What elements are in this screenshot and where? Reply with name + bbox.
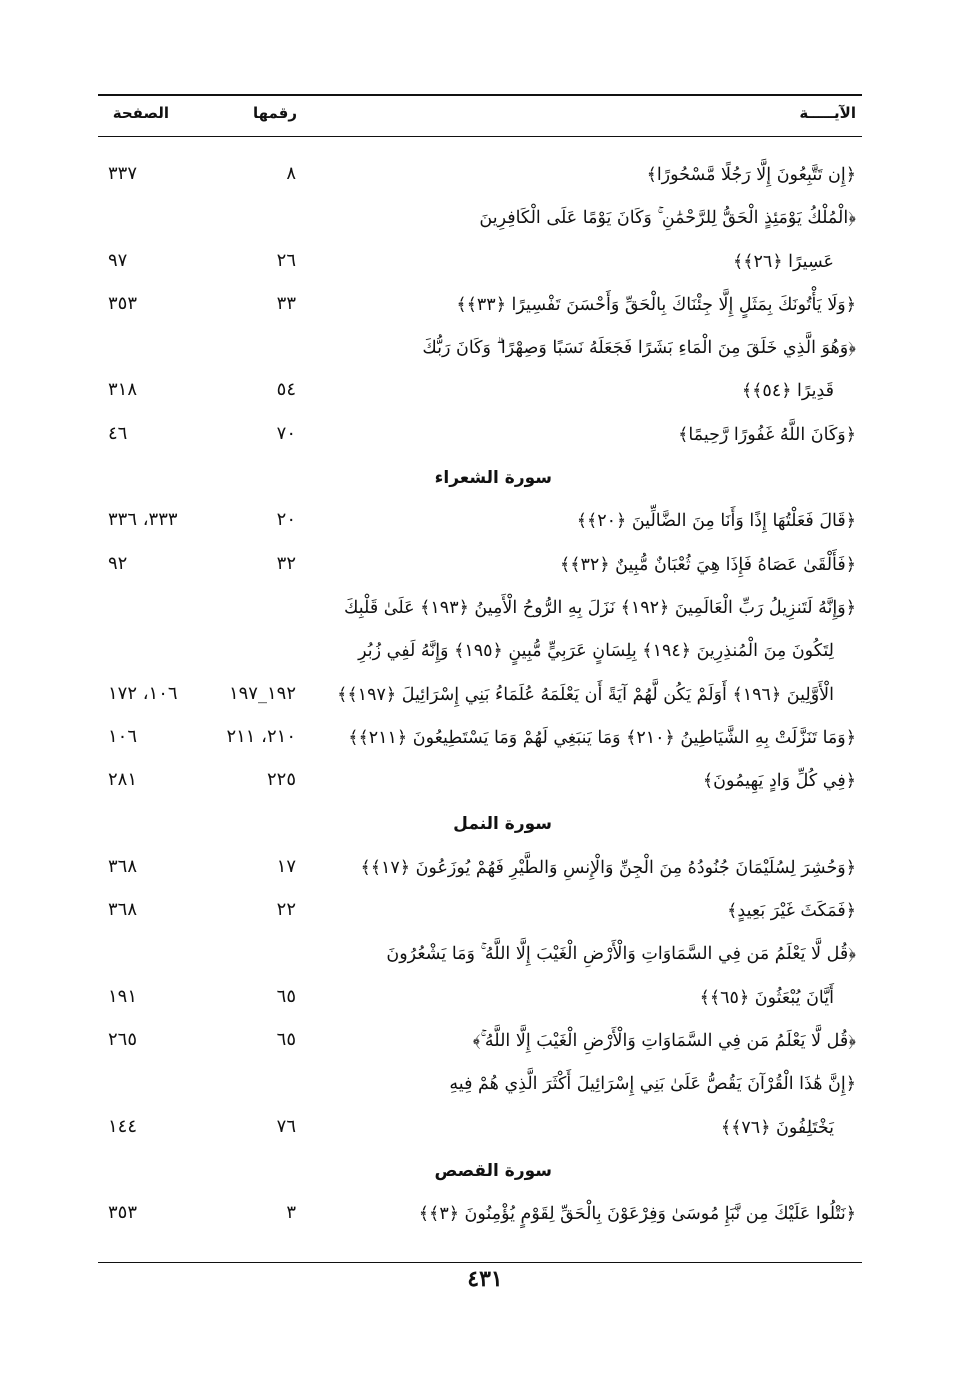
table-row [98, 1064, 862, 1107]
verse-text: لِتَكُونَ مِنَ الْمُنذِرِينَ ﴿١٩٤﴾ بِلِسَانٍ عَرَبِيٍّ مُّبِينٍ ﴿١٩٥﴾ وَإِنَّهُ لَفِي زُبُرِ [358, 641, 834, 662]
verse-number: ٢٢ [276, 899, 296, 921]
table-row [98, 1194, 862, 1237]
verse-number: ٢١٠، ٢١١ [226, 725, 296, 747]
table-row [98, 978, 862, 1021]
verse-text: الْأَوَّلِينَ ﴿١٩٦﴾ أَوَلَمْ يَكُن لَّهُمْ آيَةً أَن يَعْلَمَهُ عُلَمَاءُ بَنِي إِسْرَائِيلَ ﴿١٩٧﴾﴾ [337, 684, 834, 705]
verse-text: ﴿وَكَانَ اللَّهُ غَفُورًا رَّحِيمًا﴾ [678, 424, 856, 445]
page-reference: ١٤٤ [108, 1115, 138, 1137]
verse-text: ﴿إِن تَتَّبِعُونَ إِلَّا رَجُلًا مَّسْحُورًا﴾ [646, 165, 856, 185]
page-reference: ٣٦٨ [108, 899, 138, 921]
verse-text: ﴿إِنَّ هَٰذَا الْقُرْآنَ يَقُصُّ عَلَىٰ بَنِي إِسْرَائِيلَ أَكْثَرَ الَّذِي هُمْ فِيهِ [449, 1074, 856, 1095]
surah-heading [98, 804, 862, 847]
table-row [98, 501, 862, 544]
verse-text: عَسِيرًا ﴿٢٦﴾﴾ [733, 251, 834, 272]
table-row [98, 934, 862, 977]
page-reference: ٢٨١ [108, 769, 138, 791]
surah-title: سورة الشعراء [434, 468, 552, 489]
verse-number: ٢٢٥ [266, 769, 296, 791]
verse-number: ٣ [286, 1202, 296, 1224]
page-reference: ٩٢ [108, 552, 128, 574]
page-reference: ٣٦٨ [108, 855, 138, 877]
page-number: ٤٣١ [467, 1266, 503, 1292]
verse-text: ﴿قُل لَّا يَعْلَمُ مَن فِي السَّمَاوَاتِ وَالْأَرْضِ الْغَيْبَ إِلَّا اللَّهُ ۚ وَمَا يَشْعُرُونَ [386, 944, 856, 965]
verse-text: ﴿وَهُوَ الَّذِي خَلَقَ مِنَ الْمَاءِ بَشَرًا فَجَعَلَهُ نَسَبًا وَصِهْرًا ۗ وَكَانَ رَبُّكَ [422, 338, 856, 359]
verse-number: ٧٦ [276, 1115, 296, 1137]
verse-number: ٦٥ [276, 985, 296, 1007]
table-row [98, 1108, 862, 1151]
verse-index-list [98, 155, 862, 1237]
table-row [98, 371, 862, 414]
verse-text: يَخْتَلِفُونَ ﴿٧٦﴾﴾ [720, 1117, 834, 1138]
page-reference: ٣١٨ [108, 379, 138, 401]
verse-number: ٢٦ [276, 249, 296, 271]
table-row [98, 198, 862, 241]
page-reference: ٤٦ [108, 422, 128, 444]
verse-text: ﴿وَحُشِرَ لِسُلَيْمَانَ جُنُودُهُ مِنَ الْجِنِّ وَالْإِنسِ وَالطَّيْرِ فَهُمْ يُوزَعُونَ ﴿١٧﴾﴾ [360, 857, 856, 878]
table-row [98, 631, 862, 674]
page-reference: ٢٦٥ [108, 1028, 138, 1050]
table-row [98, 891, 862, 934]
verse-text: ﴿وَلَا يَأْتُونَكَ بِمَثَلٍ إِلَّا جِئْنَاكَ بِالْحَقِّ وَأَحْسَنَ تَفْسِيرًا ﴿٣٣﴾﴾ [456, 294, 856, 315]
page-reference: ١٩١ [108, 985, 138, 1007]
verse-text: ﴿نَتْلُوا عَلَيْكَ مِن نَّبَإِ مُوسَىٰ وَفِرْعَوْنَ بِالْحَقِّ لِقَوْمٍ يُؤْمِنُونَ ﴿٣﴾﴾ [418, 1204, 856, 1225]
verse-text: ﴿وَإِنَّهُ لَتَنزِيلُ رَبِّ الْعَالَمِينَ ﴿١٩٢﴾ نَزَلَ بِهِ الرُّوحُ الْأَمِينُ ﴿١٩٣﴾ عَلَىٰ قَلْبِكَ [344, 597, 856, 618]
verse-number: ٦٥ [276, 1028, 296, 1050]
verse-number: ٢٠ [276, 509, 296, 531]
surah-title: سورة النمل [453, 814, 552, 835]
page-reference: ٣٣٧ [108, 163, 138, 184]
table-header [98, 94, 862, 137]
verse-text: ﴿فِي كُلِّ وَادٍ يَهِيمُونَ﴾ [702, 771, 856, 792]
verse-text: قَدِيرًا ﴿٥٤﴾﴾ [741, 381, 834, 402]
footer-rule [98, 1262, 862, 1263]
verse-text: ﴿فَأَلْقَىٰ عَصَاهُ فَإِذَا هِيَ ثُعْبَانٌ مُّبِينٌ ﴿٣٢﴾﴾ [559, 554, 856, 575]
page-reference: ٣٥٣ [108, 292, 138, 314]
verse-text: ﴿قُل لَّا يَعْلَمُ مَن فِي السَّمَاوَاتِ وَالْأَرْضِ الْغَيْبَ إِلَّا اللَّهُ ۚ﴾ [472, 1030, 856, 1051]
header-verse-number: رقمها [252, 104, 297, 122]
page-reference: ٩٧ [108, 249, 128, 271]
verse-number: ٧٠ [276, 422, 296, 444]
table-row [98, 718, 862, 761]
header-page: الصفحة [112, 104, 169, 122]
table-row [98, 1021, 862, 1064]
table-row [98, 848, 862, 891]
verse-number: ٣٣ [276, 292, 296, 314]
verse-text: ﴿قَالَ فَعَلْتُهَا إِذًا وَأَنَا مِنَ الضَّالِّينَ ﴿٢٠﴾﴾ [576, 511, 856, 532]
verse-number: ١٧ [276, 855, 296, 877]
table-row [98, 285, 862, 328]
verse-number: ٨ [286, 163, 296, 184]
page-reference: ١٠٦ [108, 725, 138, 747]
surah-heading [98, 458, 862, 501]
header-verse: الآيـــــة [799, 104, 856, 122]
verse-number: ٣٢ [276, 552, 296, 574]
table-row [98, 242, 862, 285]
page-reference: ١٠٦، ١٧٢ [108, 682, 178, 704]
table-row [98, 415, 862, 458]
verse-text: ﴿وَمَا تَنَزَّلَتْ بِهِ الشَّيَاطِينُ ﴿٢١٠﴾ وَمَا يَنبَغِي لَهُمْ وَمَا يَسْتَطِيعُونَ ﴿٢١١﴾﴾ [348, 727, 856, 748]
surah-heading [98, 1151, 862, 1194]
table-row [98, 588, 862, 631]
page-reference: ٣٥٣ [108, 1202, 138, 1224]
verse-number: ٥٤ [276, 379, 296, 401]
verse-text: ﴿الْمُلْكُ يَوْمَئِذٍ الْحَقُّ لِلرَّحْمَٰنِ ۚ وَكَانَ يَوْمًا عَلَى الْكَافِرِينَ [479, 208, 856, 229]
table-row [98, 675, 862, 718]
verse-text: أَيَّانَ يُبْعَثُونَ ﴿٦٥﴾﴾ [699, 987, 834, 1008]
table-row [98, 545, 862, 588]
surah-title: سورة القصص [434, 1160, 552, 1181]
verse-text: ﴿فَمَكَثَ غَيْرَ بَعِيدٍ﴾ [727, 901, 856, 922]
table-row [98, 155, 862, 198]
table-row [98, 761, 862, 804]
page-reference: ٣٣٣، ٣٣٦ [108, 509, 178, 531]
table-row [98, 328, 862, 371]
verse-number: ١٩٢_١٩٧ [228, 682, 296, 704]
